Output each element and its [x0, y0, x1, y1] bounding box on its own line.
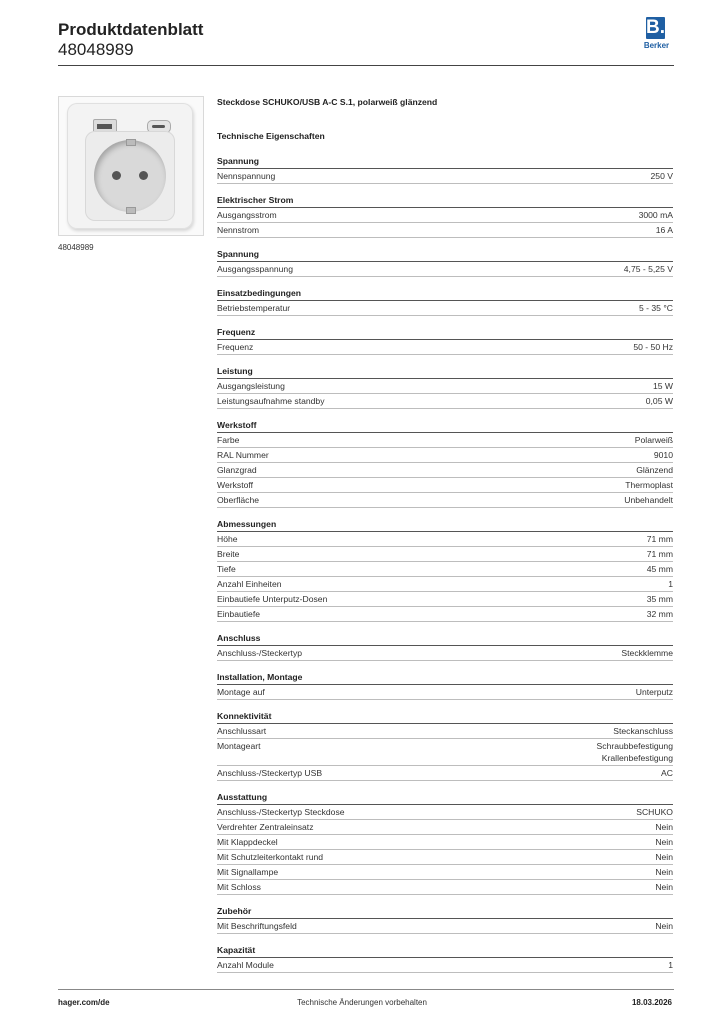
spec-label: Mit Klappdeckel [217, 837, 278, 847]
spec-group [217, 326, 673, 355]
spec-value: 35 mm [646, 594, 673, 604]
spec-group [217, 518, 673, 622]
schuko-socket-icon [85, 131, 175, 221]
spec-value: 0,05 W [645, 396, 673, 406]
spec-row [217, 850, 673, 865]
spec-label: Höhe [217, 534, 238, 544]
spec-value: 1 [668, 579, 673, 589]
spec-group [217, 905, 673, 934]
spec-value: Nein [655, 867, 673, 877]
spec-value: Steckanschluss [613, 726, 673, 736]
spec-row [217, 880, 673, 895]
earth-contact-icon [126, 139, 136, 146]
spec-row [217, 685, 673, 700]
spec-label: Nennstrom [217, 225, 260, 235]
socket-cup [94, 140, 166, 212]
spec-row [217, 340, 673, 355]
spec-value: Glänzend [636, 465, 673, 475]
spec-group [217, 791, 673, 895]
spec-label: Werkstoff [217, 480, 253, 490]
spec-value: Nein [655, 822, 673, 832]
spec-label: Montageart [217, 741, 261, 751]
spec-label: Mit Signallampe [217, 867, 279, 877]
spec-row [217, 958, 673, 973]
spec-row [217, 208, 673, 223]
header-divider [58, 65, 674, 66]
spec-label: Anzahl Module [217, 960, 274, 970]
spec-value: 3000 mA [638, 210, 673, 220]
group-title: Ausstattung [217, 791, 673, 805]
spec-row [217, 223, 673, 238]
spec-value: Nein [655, 882, 673, 892]
spec-label: Oberfläche [217, 495, 260, 505]
product-image [58, 96, 204, 236]
spec-row [217, 532, 673, 547]
spec-row [217, 919, 673, 934]
spec-label: Mit Beschriftungsfeld [217, 921, 297, 931]
spec-value: SCHUKO [636, 807, 673, 817]
spec-row [217, 820, 673, 835]
spec-row [217, 478, 673, 493]
product-name: Steckdose SCHUKO/USB A-C S.1, polarweiß glänzend [217, 97, 438, 107]
spec-row [217, 805, 673, 820]
footer-divider [58, 989, 674, 990]
spec-label: Anschlussart [217, 726, 267, 736]
spec-value: 71 mm [646, 534, 673, 544]
spec-group [217, 365, 673, 409]
spec-row [217, 724, 673, 739]
spec-value: 32 mm [646, 609, 673, 619]
spec-label: Anschluss-/Steckertyp Steckdose [217, 807, 345, 817]
spec-row [217, 607, 673, 622]
group-title: Werkstoff [217, 419, 673, 433]
spec-value: 16 A [655, 225, 673, 235]
spec-row [217, 766, 673, 781]
logo-text: Berker [643, 41, 670, 50]
spec-label: Leistungsaufnahme standby [217, 396, 325, 406]
spec-label: Ausgangsspannung [217, 264, 293, 274]
spec-row [217, 448, 673, 463]
spec-label: Glanzgrad [217, 465, 257, 475]
spec-group [217, 944, 673, 973]
group-title: Zubehör [217, 905, 673, 919]
spec-value: Nein [655, 837, 673, 847]
spec-label: Einbautiefe [217, 609, 261, 619]
group-title: Konnektivität [217, 710, 673, 724]
spec-label: Einbautiefe Unterputz-Dosen [217, 594, 328, 604]
spec-value: Unterputz [635, 687, 673, 697]
spec-row [217, 592, 673, 607]
image-caption: 48048989 [58, 243, 94, 252]
spec-label: RAL Nummer [217, 450, 269, 460]
spec-group [217, 632, 673, 661]
spec-content [217, 96, 673, 983]
section-heading: Technische Eigenschaften [217, 131, 325, 141]
group-title: Spannung [217, 248, 673, 262]
spec-value: 4,75 - 5,25 V [623, 264, 673, 274]
spec-label: Anschluss-/Steckertyp [217, 648, 303, 658]
spec-label: Anschluss-/Steckertyp USB [217, 768, 323, 778]
spec-row [217, 646, 673, 661]
spec-row [217, 394, 673, 409]
spec-label: Mit Schloss [217, 882, 261, 892]
spec-group [217, 419, 673, 508]
socket-pin-icon [139, 171, 148, 180]
group-title: Elektrischer Strom [217, 194, 673, 208]
spec-row [217, 463, 673, 478]
spec-value: Nein [655, 852, 673, 862]
spec-label: Frequenz [217, 342, 254, 352]
spec-group [217, 671, 673, 700]
spec-value: 45 mm [646, 564, 673, 574]
spec-label: Tiefe [217, 564, 236, 574]
spec-row [217, 577, 673, 592]
spec-value: 50 - 50 Hz [633, 342, 673, 352]
spec-row [217, 301, 673, 316]
spec-value: AC [661, 768, 673, 778]
spec-value: Schraubbefestigung Krallenbefestigung [596, 741, 673, 763]
footer-website: hager.com/de [58, 998, 110, 1007]
spec-value: 71 mm [646, 549, 673, 559]
spec-value: 9010 [653, 450, 673, 460]
spec-row [217, 433, 673, 448]
spec-value: Thermoplast [625, 480, 673, 490]
spec-group [217, 248, 673, 277]
spec-row [217, 169, 673, 184]
group-title: Leistung [217, 365, 673, 379]
spec-row [217, 739, 673, 766]
spec-group [217, 710, 673, 781]
spec-group [217, 194, 673, 238]
spec-row [217, 262, 673, 277]
spec-label: Anzahl Einheiten [217, 579, 282, 589]
spec-row [217, 835, 673, 850]
spec-label: Farbe [217, 435, 240, 445]
document-title: Produktdatenblatt [58, 20, 204, 39]
spec-row [217, 379, 673, 394]
socket-plate-icon [67, 103, 193, 229]
spec-value: 1 [668, 960, 673, 970]
spec-value: 250 V [650, 171, 673, 181]
group-title: Einsatzbedingungen [217, 287, 673, 301]
spec-row [217, 547, 673, 562]
spec-value: 5 - 35 °C [638, 303, 673, 313]
spec-groups [217, 155, 673, 973]
spec-row [217, 865, 673, 880]
earth-contact-icon [126, 207, 136, 214]
spec-row [217, 493, 673, 508]
spec-label: Montage auf [217, 687, 265, 697]
group-title: Frequenz [217, 326, 673, 340]
spec-value: Unbehandelt [624, 495, 673, 505]
article-number: 48048989 [58, 40, 134, 59]
footer-date: 18.03.2026 [631, 998, 672, 1007]
spec-label: Nennspannung [217, 171, 276, 181]
group-title: Installation, Montage [217, 671, 673, 685]
spec-label: Ausgangsstrom [217, 210, 277, 220]
spec-label: Betriebstemperatur [217, 303, 291, 313]
spec-value: Steckklemme [621, 648, 673, 658]
socket-pin-icon [112, 171, 121, 180]
spec-label: Verdrehter Zentraleinsatz [217, 822, 314, 832]
spec-value: Nein [655, 921, 673, 931]
group-title: Spannung [217, 155, 673, 169]
spec-row [217, 562, 673, 577]
spec-value: 15 W [652, 381, 673, 391]
spec-label: Breite [217, 549, 240, 559]
berker-logo [640, 17, 673, 53]
spec-group [217, 287, 673, 316]
group-title: Abmessungen [217, 518, 673, 532]
group-title: Kapazität [217, 944, 673, 958]
spec-group [217, 155, 673, 184]
logo-mark-icon: B. [646, 17, 665, 38]
footer-notice: Technische Änderungen vorbehalten [297, 998, 427, 1007]
header [58, 20, 203, 60]
spec-value: Polarweiß [634, 435, 673, 445]
group-title: Anschluss [217, 632, 673, 646]
spec-label: Ausgangsleistung [217, 381, 285, 391]
spec-label: Mit Schutzleiterkontakt rund [217, 852, 324, 862]
